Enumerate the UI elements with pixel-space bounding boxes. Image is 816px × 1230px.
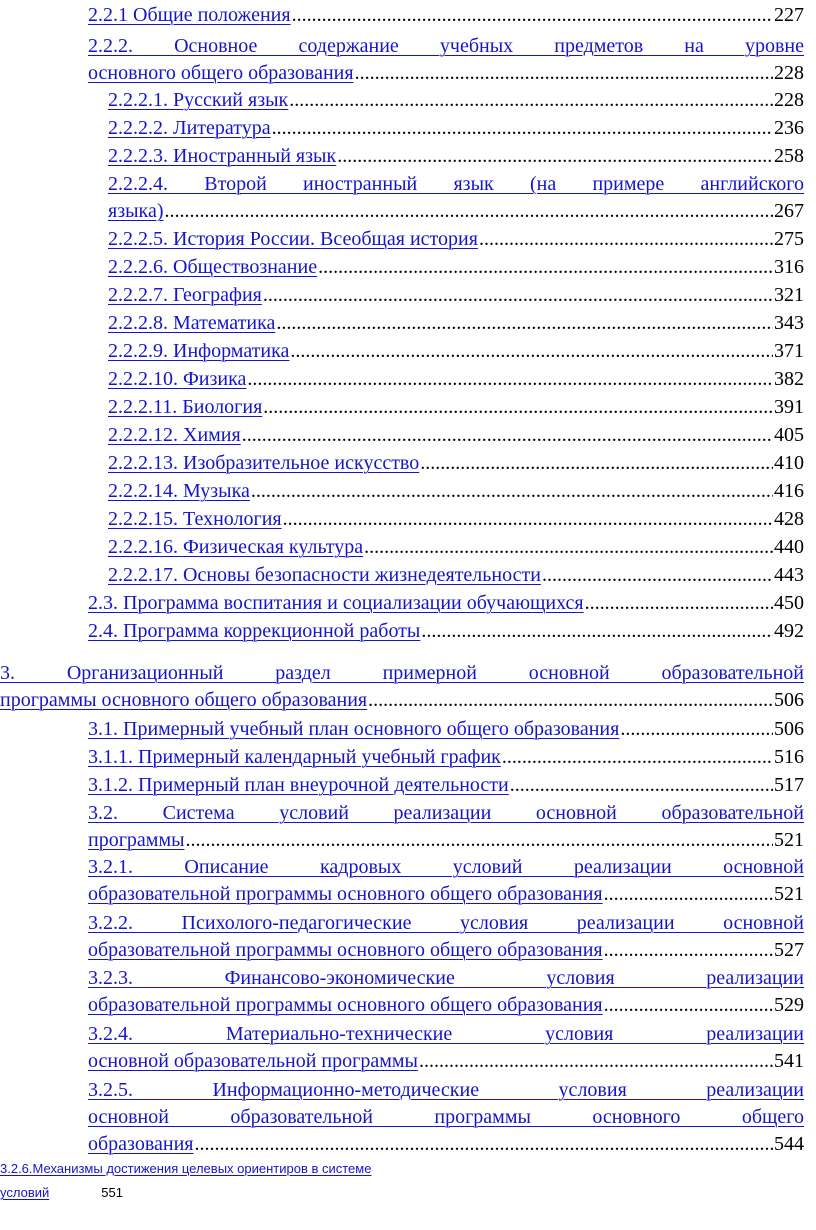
toc-entry[interactable]	[88, 800, 804, 854]
toc-entry-link[interactable]: программы	[88, 829, 185, 851]
toc-entry-link[interactable]: 2.2.2. Основное содержание учебных предметов на уровне	[88, 35, 804, 57]
toc-entry-link[interactable]: 2.3. Программа воспитания и социализации обучающихся	[88, 592, 584, 614]
toc-entry[interactable]	[108, 338, 804, 365]
toc-entry-line	[108, 171, 804, 198]
toc-dot-leader	[604, 992, 773, 1019]
toc-entry-page-number: 236	[774, 117, 804, 139]
toc-entry-line	[88, 965, 804, 992]
toc-entry-page-number: 275	[774, 228, 804, 250]
toc-entry-last-line	[108, 254, 804, 281]
toc-dot-leader	[585, 590, 773, 617]
toc-entry-line	[88, 33, 804, 60]
toc-entry-page-number: 258	[774, 145, 804, 167]
toc-entry-link[interactable]: 3.2.1. Описание кадровых условий реализации основной	[88, 856, 804, 878]
toc-entry-last-line	[108, 562, 804, 589]
toc-entry-line	[88, 1104, 804, 1131]
toc-entry[interactable]	[88, 1077, 804, 1158]
toc-entry[interactable]	[88, 618, 804, 645]
toc-entry-link-line[interactable]: 3.2.6.Механизмы достижения целевых ориентиров в системе	[0, 1161, 372, 1176]
toc-entry[interactable]	[88, 2, 804, 29]
toc-dot-leader	[186, 827, 773, 854]
toc-dot-leader	[337, 143, 773, 170]
toc-entry-page-number: 516	[774, 746, 804, 768]
toc-entry-link[interactable]: 3.2.2. Психолого-педагогические условия реализации основной	[88, 912, 804, 934]
toc-entry-last-line	[108, 506, 804, 533]
toc-entry-page-number: 506	[774, 689, 804, 711]
toc-dot-leader	[419, 1048, 773, 1075]
toc-dot-leader	[604, 881, 773, 908]
toc-dot-leader	[263, 282, 773, 309]
toc-entry-last-line	[108, 282, 804, 309]
toc-entry[interactable]	[108, 226, 804, 253]
toc-entry-link[interactable]: 2.2.2.14. Музыка	[108, 480, 250, 502]
toc-entry-link[interactable]: 2.2.2.2. Литература	[108, 117, 271, 139]
toc-entry[interactable]	[108, 422, 804, 449]
toc-entry-page-number: 343	[774, 312, 804, 334]
toc-entry-line	[88, 800, 804, 827]
toc-entry-page-number: 405	[774, 424, 804, 446]
toc-entry-link[interactable]: 2.2.2.13. Изобразительное искусство	[108, 452, 420, 474]
toc-entry-last-line	[108, 478, 804, 505]
toc-entry[interactable]	[88, 965, 804, 1019]
toc-dot-leader	[542, 562, 773, 589]
toc-entry-last-line	[108, 422, 804, 449]
toc-entry-page-number: 450	[774, 592, 804, 614]
toc-entry[interactable]	[88, 590, 804, 617]
toc-entry-last-line	[88, 1048, 804, 1075]
toc-entry-link[interactable]: 2.2.2.7. География	[108, 284, 262, 306]
toc-dot-leader	[292, 2, 773, 29]
toc-entry-link[interactable]: 3.1.2. Примерный план внеурочной деятельности	[88, 774, 509, 796]
toc-entry-last-line	[88, 992, 804, 1019]
toc-dot-leader	[272, 115, 773, 142]
toc-entry-link-line[interactable]: условий	[0, 1185, 50, 1200]
toc-entry-page-number: 521	[774, 829, 804, 851]
toc-entry-page-number: 527	[774, 939, 804, 961]
toc-entry[interactable]	[108, 394, 804, 421]
toc-dot-leader	[604, 937, 773, 964]
toc-entry-link[interactable]: 3. Организационный раздел примерной основной образовательной	[0, 662, 804, 684]
toc-entry-page-number: 321	[774, 284, 804, 306]
toc-entry-last-line	[108, 450, 804, 477]
toc-dot-leader	[355, 60, 773, 87]
toc-entry-link[interactable]: 2.2.2.17. Основы безопасности жизнедеятельности	[108, 564, 541, 586]
toc-entry[interactable]	[108, 254, 804, 281]
toc-entry-last-line	[88, 881, 804, 908]
toc-dot-leader	[318, 254, 773, 281]
toc-entry[interactable]	[108, 562, 804, 589]
toc-entry-link[interactable]: 2.2.2.16. Физическая культура	[108, 536, 364, 558]
toc-entry-last-line	[88, 744, 804, 771]
toc-entry-line	[88, 1021, 804, 1048]
toc-entry-link[interactable]: 2.2.2.15. Технология	[108, 508, 282, 530]
toc-entry[interactable]	[108, 450, 804, 477]
toc-entry[interactable]	[108, 115, 804, 142]
toc-entry-3-2-6[interactable]	[0, 1160, 371, 1202]
toc-dot-leader	[620, 716, 773, 743]
toc-entry-last-line	[108, 226, 804, 253]
toc-entry-link[interactable]: 2.2.1 Общие положения	[88, 4, 291, 26]
toc-entry-link[interactable]: 3.1.1. Примерный календарный учебный график	[88, 746, 501, 768]
toc-entry-link[interactable]: 3.2. Система условий реализации основной образовательной	[88, 802, 804, 824]
toc-dot-leader	[195, 1131, 774, 1158]
toc-entry-link[interactable]: 2.2.2.10. Физика	[108, 368, 247, 390]
toc-entry-link[interactable]: 3.2.4. Материально-технические условия реализации	[88, 1023, 804, 1045]
toc-entry-link[interactable]: 2.2.2.5. История России. Всеобщая история	[108, 228, 478, 250]
toc-entry[interactable]	[0, 660, 804, 714]
toc-entry[interactable]	[108, 366, 804, 393]
toc-entry-page-number: 371	[774, 340, 804, 362]
toc-entry-last-line	[88, 618, 804, 645]
toc-entry-link[interactable]: основной образовательной программы	[88, 1050, 418, 1072]
toc-entry-page-number: 544	[774, 1133, 804, 1155]
toc-entry-page-number: 428	[774, 508, 804, 530]
toc-entry-link[interactable]: 2.4. Программа коррекционной работы	[88, 620, 421, 642]
toc-entry[interactable]	[108, 478, 804, 505]
toc-entry-link[interactable]: 3.2.5. Информационно-методические условия реализации	[88, 1079, 804, 1101]
toc-entry-link[interactable]: 2.2.2.6. Обществознание	[108, 256, 318, 278]
toc-entry-page-number: 382	[774, 368, 804, 390]
toc-entry-link[interactable]: 2.2.2.3. Иностранный язык	[108, 145, 337, 167]
toc-entry-link[interactable]: основного общего образования	[88, 62, 354, 84]
toc-dot-leader	[247, 366, 773, 393]
toc-dot-leader	[479, 226, 773, 253]
toc-entry-page-number: 391	[774, 396, 804, 418]
toc-entry[interactable]	[88, 33, 804, 87]
toc-entry[interactable]	[88, 1021, 804, 1075]
toc-entry-last-line	[88, 590, 804, 617]
toc-entry-link[interactable]: 3.1. Примерный учебный план основного общего образования	[88, 718, 620, 740]
toc-dot-leader	[421, 618, 773, 645]
toc-entry-line	[88, 1077, 804, 1104]
toc-entry[interactable]	[88, 772, 804, 799]
toc-entry-page-number: 492	[774, 620, 804, 642]
toc-entry-last-line	[88, 937, 804, 964]
toc-entry-last-line	[108, 198, 804, 225]
toc-entry[interactable]	[108, 87, 804, 114]
toc-entry-last-line	[88, 827, 804, 854]
toc-entry-last-line	[108, 394, 804, 421]
toc-entry-page-number: 227	[774, 4, 804, 26]
toc-entry-last-line	[88, 60, 804, 87]
toc-entry-link[interactable]: 2.2.2.9. Информатика	[108, 340, 290, 362]
toc-entry-page-number: 228	[774, 89, 804, 111]
toc-entry[interactable]	[108, 506, 804, 533]
toc-entry-line	[0, 660, 804, 687]
toc-entry-page-number: 517	[774, 774, 804, 796]
toc-dot-leader	[276, 310, 773, 337]
toc-entry-link[interactable]: программы основного общего образования	[0, 689, 368, 711]
toc-dot-leader	[364, 534, 773, 561]
toc-dot-leader	[289, 87, 773, 114]
toc-entry-last-line	[108, 87, 804, 114]
toc-dot-leader	[251, 478, 773, 505]
toc-entry-link[interactable]: образовательной программы основного общего образования	[88, 883, 603, 905]
toc-entry-link[interactable]: основной образовательной программы основного общего	[88, 1106, 804, 1128]
toc-entry-page-number: 506	[774, 718, 804, 740]
toc-entry-page-number: 416	[774, 480, 804, 502]
toc-entry-link[interactable]: языка)	[108, 200, 164, 222]
toc-entry-page-number: 551	[101, 1185, 123, 1200]
toc-dot-leader	[283, 506, 773, 533]
toc-entry-last-line	[108, 366, 804, 393]
toc-entry-last-line	[108, 115, 804, 142]
toc-entry-link[interactable]: 2.2.2.12. Химия	[108, 424, 241, 446]
toc-dot-leader	[510, 772, 773, 799]
toc-entry-link[interactable]: 2.2.2.4. Второй иностранный язык (на примере английского	[108, 173, 804, 195]
toc-entry-last-line	[88, 716, 804, 743]
toc-entry-page-number: 541	[774, 1050, 804, 1072]
toc-entry[interactable]	[108, 534, 804, 561]
toc-entry-last-line	[108, 310, 804, 337]
toc-dot-leader	[502, 744, 773, 771]
toc-entry-last-line	[88, 2, 804, 29]
toc-entry-last-line	[88, 1131, 804, 1158]
toc-entry-last-line	[108, 534, 804, 561]
toc-entry[interactable]	[108, 143, 804, 170]
toc-entry-link[interactable]: 2.2.2.1. Русский язык	[108, 89, 289, 111]
toc-entry-page-number: 521	[774, 883, 804, 905]
toc-entry-line	[88, 910, 804, 937]
toc-entry-page-number: 316	[774, 256, 804, 278]
toc-entry[interactable]	[108, 171, 804, 225]
toc-entry-link[interactable]: образования	[88, 1133, 194, 1155]
toc-entry-last-line	[0, 687, 804, 714]
toc-entry-link[interactable]: 3.2.3. Финансово-экономические условия реализации	[88, 967, 804, 989]
toc-entry-page-number: 410	[774, 452, 804, 474]
toc-entry-last-line	[108, 338, 804, 365]
toc-entry-link[interactable]: 2.2.2.8. Математика	[108, 312, 276, 334]
toc-entry-page-number: 443	[774, 564, 804, 586]
toc-dot-leader	[165, 198, 774, 225]
toc-entry-page-number: 228	[774, 62, 804, 84]
toc-entry-last-line	[88, 772, 804, 799]
toc-dot-leader	[368, 687, 773, 714]
toc-entry-last-line	[108, 143, 804, 170]
toc-entry-link[interactable]: образовательной программы основного общего образования	[88, 939, 603, 961]
toc-entry-page-number: 529	[774, 994, 804, 1016]
toc-entry-page-number: 267	[774, 200, 804, 222]
toc-entry[interactable]	[88, 744, 804, 771]
toc-entry-line	[88, 854, 804, 881]
toc-entry[interactable]	[88, 716, 804, 743]
toc-dot-leader	[420, 450, 773, 477]
toc-entry-page-number: 440	[774, 536, 804, 558]
toc-entry[interactable]	[88, 910, 804, 964]
toc-entry-link[interactable]: образовательной программы основного общего образования	[88, 994, 603, 1016]
toc-entry[interactable]	[108, 310, 804, 337]
toc-dot-leader	[263, 394, 773, 421]
toc-entry-link[interactable]: 2.2.2.11. Биология	[108, 396, 263, 418]
toc-entry[interactable]	[108, 282, 804, 309]
toc-entry[interactable]	[88, 854, 804, 908]
toc-dot-leader	[242, 422, 773, 449]
toc-dot-leader	[290, 338, 773, 365]
